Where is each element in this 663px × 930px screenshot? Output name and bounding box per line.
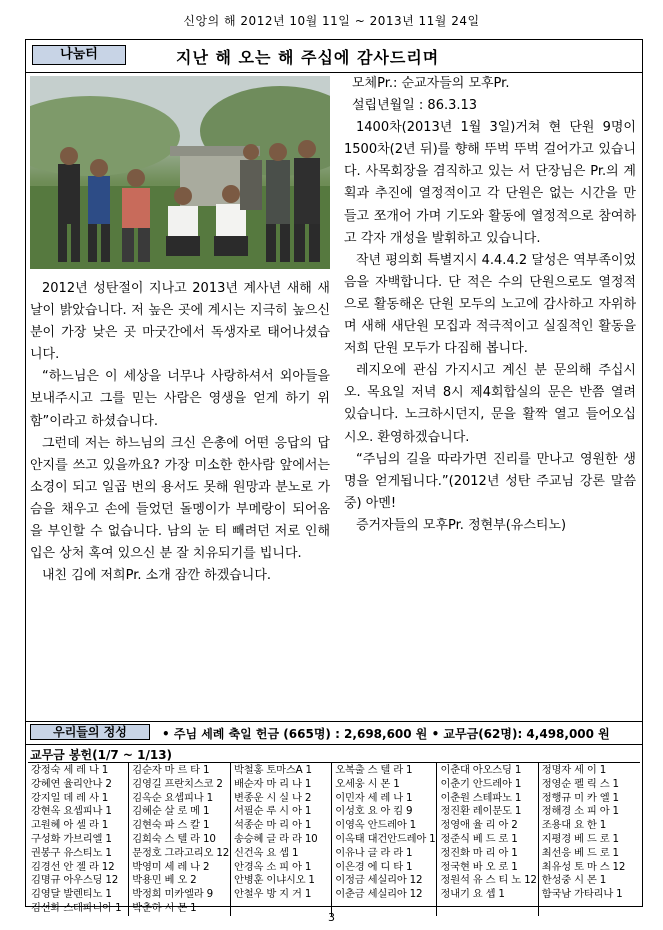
offering-tag: 우리들의 정성 xyxy=(30,724,150,740)
paragraph: 작년 평의회 특별지시 4.4.4.2 달성은 역부족이었음을 자백합니다. 단 적은 수의 단원으로도 열정적으로 활동해온 단원 모두의 노고에 감사하고 자위하며 새해 새단원 모집과 적극적이고 실질적인 활동을 저희 단원 모두가 다짐해 봅니다. xyxy=(344,252,636,357)
dues-entry: 김영길 프란치스코 2 xyxy=(132,777,223,790)
offering-summary: • 주님 세례 축일 헌금 (665명) : 2,698,600 원 • 교무금(62명): 4,498,000 원 xyxy=(162,727,610,741)
dues-entry: 김옥순 요셉피나 1 xyxy=(132,791,213,804)
dues-entry: 강혜연 율리안나 2 xyxy=(31,777,112,790)
dues-entry: 이춘기 안드레아 1 xyxy=(440,777,522,790)
dues-entry: 안병훈 이냐시오 1 xyxy=(234,874,315,887)
dues-entry: 안경옥 소 피 아 1 xyxy=(234,860,312,873)
paragraph: 1400차(2013년 1월 3일)거쳐 현 단원 9명이 1500차(2년 뒤)를 향해 뚜벅 뚜벅 걸어가고 있습니다. 사목회장을 겸직하고 있는 서 단장님은 Pr.의 계획과 추진에 열정적이고 각 단원은 없는 시간을 만들고 쪼개어 가며 기도와 활동에 열정적으로 참여하고 각자 개성을 발휘하고 있습니다. xyxy=(344,120,636,246)
dues-entry: 김명규 아우스딩 12 xyxy=(31,874,119,887)
group-photo-image xyxy=(30,76,330,269)
dues-heading: 교무금 봉헌(1/7 ~ 1/13) xyxy=(30,748,173,762)
dues-entry: 강지일 데 레 사 1 xyxy=(31,791,109,804)
section-tag: 나눔터 xyxy=(32,45,126,65)
dues-entry: 조용대 요 한 1 xyxy=(541,819,607,832)
dues-entry: 이정금 세실리아 12 xyxy=(335,874,423,887)
dues-entry: 최선응 베 드 로 1 xyxy=(541,846,619,859)
dues-column xyxy=(539,763,640,916)
paragraph: 그런데 저는 하느님의 크신 은총에 어떤 응답의 답안지를 쓰고 있을까요? 가장 미소한 한사람 앞에서는 소경이 되고 일곱 번의 용서도 못해 원망과 분노로 가슴을 채우고 손에 들었던 돌멩이가 부메랑이 되어옴을 부인할 수 없습니다. 남의 눈 티 빼려던 저로 인해 입은 상처 혹여 있으신 분 잘 치유되기를 빕니다. xyxy=(30,435,330,562)
dues-entry: 김현숙 파 스 칼 1 xyxy=(132,819,210,832)
right-column xyxy=(344,73,636,537)
dues-entry: 배순자 마 리 나 1 xyxy=(234,777,312,790)
dues-entry: 정국현 바 오 로 1 xyxy=(440,860,518,873)
dues-entry: 김경선 안 젤 라 12 xyxy=(31,860,115,873)
article-frame xyxy=(25,39,643,914)
paragraph: “하느님은 이 세상을 너무나 사랑하셔서 외아들을 보내주시고 그를 믿는 사람은 영생을 얻게 하기 위함”이라고 하셨습니다. xyxy=(30,369,330,429)
dues-entry: 안철우 방 지 거 1 xyxy=(234,888,312,901)
dues-entry: 박영미 세 레 나 2 xyxy=(132,860,210,873)
dues-column xyxy=(231,763,332,916)
dues-column xyxy=(129,763,231,916)
dues-entry: 이유나 글 라 라 1 xyxy=(335,846,413,859)
paragraph: 레지오에 관심 가지시고 계신 분 문의해 주십시오. 목요일 저녁 8시 제4회합실의 문은 반쯤 열려 있습니다. 노크하시던지, 문을 활짝 열고 들어오십시오. 환영하겠습니다. xyxy=(344,363,636,445)
dues-entry: 고원혜 아 셀 라 1 xyxy=(31,819,109,832)
dues-column xyxy=(28,763,129,916)
dues-entry: 오세웅 시 몬 1 xyxy=(335,777,400,790)
dues-entry: 정명자 세 이 1 xyxy=(541,764,607,776)
dues-entry: 권봉구 유스티노 1 xyxy=(31,846,112,859)
paragraph: 내친 김에 저희Pr. 소개 잠깐 하겠습니다. xyxy=(42,568,272,584)
dues-grid xyxy=(28,762,640,914)
dues-entry: 김희숙 스 텔 라 10 xyxy=(132,832,216,845)
dues-entry: 정내기 요 셉 1 xyxy=(440,888,505,901)
group-photo xyxy=(30,76,330,269)
offering-bar xyxy=(26,721,642,745)
dues-entry: 이민자 세 레 나 1 xyxy=(335,791,413,804)
dues-entry: 정영애 율 리 아 2 xyxy=(440,819,518,832)
dues-entry: 김영달 발렌티노 1 xyxy=(31,888,112,901)
dues-entry: 정원석 유 스 티 노 12 xyxy=(440,874,537,887)
dues-entry: 최유성 토 마 스 12 xyxy=(541,860,626,873)
dues-entry: 문정호 그라고리오 12 xyxy=(132,846,230,859)
dues-entry: 정해경 소 피 아 1 xyxy=(541,805,619,818)
dues-entry: 변종운 시 실 나 2 xyxy=(234,791,312,804)
dues-entry: 박용민 베 오 2 xyxy=(132,874,197,887)
dues-column xyxy=(437,763,538,916)
paragraph: 2012년 성탄절이 지나고 2013년 계사년 새해 새 날이 밝았습니다. 저 높은 곳에 계시는 지극히 높으신 분이 가장 낮은 곳 마굿간에서 독생자로 태어나셨습니다. xyxy=(30,281,330,363)
dues-entry: 박철홍 토마스A 1 xyxy=(234,764,312,776)
dues-entry: 정영순 펠 릭 스 1 xyxy=(541,777,619,790)
dues-entry: 이춘원 스테파노 1 xyxy=(440,791,522,804)
dues-entry: 박춘하 시 몬 1 xyxy=(132,901,197,914)
dues-entry: 이춘금 세실리아 12 xyxy=(335,888,423,901)
founding-date: 설립년월일 : 86.3.13 xyxy=(352,98,478,114)
dues-entry: 박정희 미카엘라 9 xyxy=(132,888,213,901)
dues-entry: 김선화 스테파니아 1 xyxy=(31,901,122,914)
dues-entry: 정행규 미 카 엘 1 xyxy=(541,791,619,804)
dues-entry: 석종순 마 리 아 1 xyxy=(234,819,312,832)
dues-entry: 이성호 요 아 킴 9 xyxy=(335,805,413,818)
dues-entry: 함국남 가타리나 1 xyxy=(541,888,623,901)
dues-entry: 김혜순 살 로 메 1 xyxy=(132,805,210,818)
left-column xyxy=(30,278,330,587)
dues-entry: 정준식 베 드 로 1 xyxy=(440,832,518,845)
dues-entry: 이영옥 안드레아 1 xyxy=(335,819,416,832)
dues-entry: 신건옥 요 셉 1 xyxy=(234,846,299,859)
dues-entry: 강정숙 세 레 나 1 xyxy=(31,764,109,776)
title-bar xyxy=(26,40,642,73)
dues-entry: 정진환 레이문도 1 xyxy=(440,805,522,818)
dues-entry: 한성중 시 몬 1 xyxy=(541,874,607,887)
dues-entry: 지평경 베 드 로 1 xyxy=(541,832,619,845)
page-header: 신앙의 해 2012년 10월 11일 ~ 2013년 11월 24일 xyxy=(183,14,480,28)
dues-entry: 구성화 가브리엘 1 xyxy=(31,832,112,845)
dues-entry: 김순자 마 르 타 1 xyxy=(132,764,210,776)
article-title: 지난 해 오는 해 주십에 감사드리며 xyxy=(176,48,440,67)
dues-entry: 강현옥 요셉피나 1 xyxy=(31,805,112,818)
dues-entry: 서필순 루 시 아 1 xyxy=(234,805,312,818)
dues-entry: 이옥태 대건안드레아 1 xyxy=(335,832,436,845)
dues-entry: 정진화 마 리 아 1 xyxy=(440,846,518,859)
paragraph: “주님의 길을 따라가면 진리를 만나고 영원한 생명을 얻게됩니다.”(2012년 성탄 주교님 강론 말씀 중) 아멘! xyxy=(344,451,636,511)
author-signature: 증거자들의 모후Pr. 정현부(유스티노) xyxy=(356,517,567,533)
dues-entry: 이춘대 아오스딩 1 xyxy=(440,764,522,776)
dues-entry: 이은경 에 디 타 1 xyxy=(335,860,413,873)
dues-entry: 오복출 스 텔 라 1 xyxy=(335,764,413,776)
dues-column xyxy=(332,763,437,916)
dues-entry: 송승혜 글 라 라 10 xyxy=(234,832,318,845)
page-number: 3 xyxy=(328,911,335,924)
parent-praesidium: 모체Pr.: 순교자들의 모후Pr. xyxy=(352,76,510,91)
